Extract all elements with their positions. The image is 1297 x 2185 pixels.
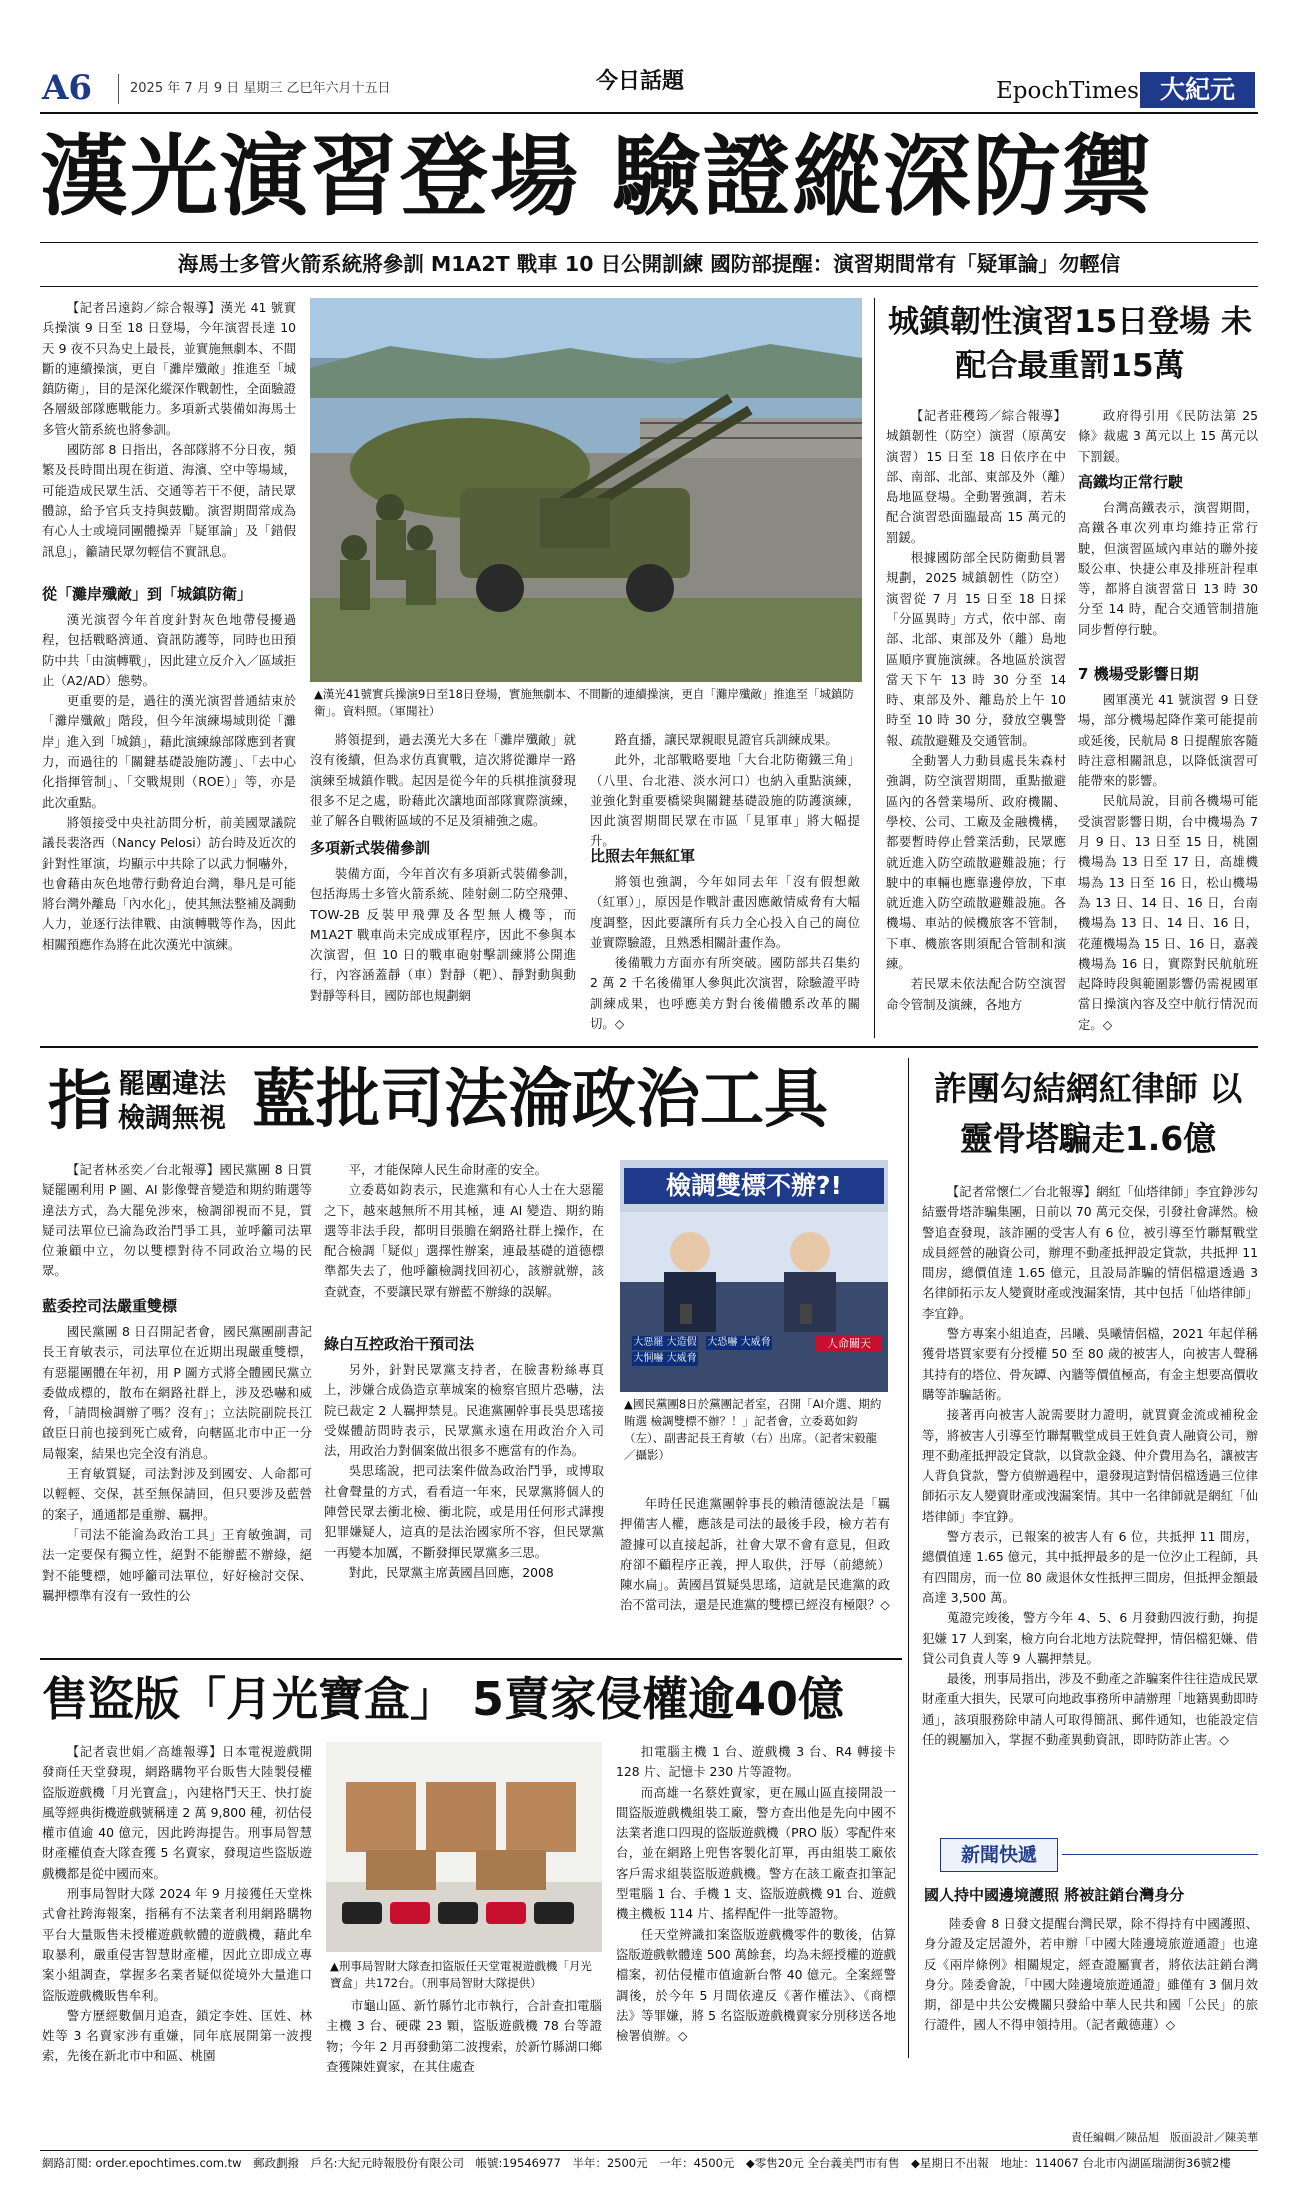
lead-col1-text [42,298,296,576]
paragraph: 【記者袁世娟／高雄報導】日本電視遊戲開發商任天堂發現，網路購物平台販售大陸製侵權盜版遊戲機「月光寶盒」，內建格鬥天王、快打旋風等經典街機遊戲號稱達 2 萬 9,800 種，初估侵權市值逾 40 億元，因此跨海提告。刑事局智慧財產權偵查大隊查獲 5 名賣家，發現這些盜版遊戲機都是從中國而來。 [42,1744,312,1881]
press-conference-photo [620,1160,888,1392]
paragraph: 將領接受中央社訪問分析，前美國眾議院議長裴洛西（Nancy Pelosi）訪台時及近次的針對性軍演，均顯示中共除了以武力恫嚇外，也會藉由灰色地帶行動脅迫台灣，舉凡是可能將台灣外離島「內水化」，使其無法整補及調動人力，並逐行法律戰、由演轉戰等作為，因此相關預應作為將在此次漢光中演練。 [42,814,297,952]
paragraph: 台灣高鐵表示，演習期間，高鐵各車次列車均維持正常行駛，但演習區域內車站的聯外接駁公車、快捷公車及排班計程車等，都將自演習當日 13 時 30 分至 14 時，配合交通管制措施同步暫停行駛。 [1078,500,1258,637]
side1-subheading-2: 7 機場受影響日期 [1078,665,1199,683]
paragraph: 接著再向被害人說需要財力證明，就買賣金流或補稅金等，將被害人引導至竹聯幫戰堂成員王姓負責人融資公司，辦理不動產抵押設定貸款，以貸款金錢、仲介費用為名，讓被害人背負貸款，警方偵辦過程中，還發現這對情侶檔透過三位律師拓示友人變賣財產或洩漏案情。其中一名律師就是網紅「仙塔律師」李宜錚。 [922,1407,1258,1524]
paragraph: 裝備方面，今年首次有多項新式裝備參訓，包括海馬士多管火箭系統、陸射劍二防空飛彈、TOW-2B 反裝甲飛彈及各型無人機等，而 M1A2T 戰車尚未完成成軍程序，因此不參與本次演習，但 10 日的戰車砲射擊訓練將公開進行，內容涵蓋靜（車）對靜（靶）、靜對動與動對靜等科目，國防部也規劃網 [310,866,576,1003]
section-rule [40,1658,902,1660]
paragraph: 將領也強調，今年如同去年「沒有假想敵（紅軍）」，原因是作戰計畫因應敵情威脅有大幅度調整，因此要讓所有兵力全心投入自己的崗位並實際驗證，且熟悉相關計畫作為。 [590,874,860,950]
side1-subheading-1: 高鐵均正常行駛 [1078,473,1184,491]
paragraph: 平，才能保障人民生命財產的安全。 [348,1162,548,1177]
paragraph: 立委葛如鈞表示，民進黨和有心人士在大惡罷之下，越來越無所不用其極，連 AI 變造、期約賄選等非法手段，都明目張膽在網路社群上操作，在配合檢調「疑似」選擇性辦案，連最基礎的道德標準都失去了，他呼籲檢調找回初心，該辦就辦，該查就查，不要讓民眾有辦藍不辦綠的誤解。 [324,1182,604,1299]
photo-banner-2: 大恫嚇 大威脅 [633,1353,697,1364]
section-title: 今日話題 [596,68,685,94]
subhead-rule-top [40,242,1258,243]
judicial-headline: 藍批司法淪政治工具 [252,1063,828,1137]
page-number: A6 [42,68,93,108]
paragraph: 對此，民眾黨主席黃國昌回應，2008 [348,1564,554,1580]
photo-banner-3: 人命關天 [816,1336,882,1352]
judicial-col2b-text [324,1360,604,1652]
paragraph: 國防部 8 日指出，各部隊將不分日夜，頻繁及長時間出現在街道、海濱、空中等場域，可能造成民眾生活、交通等若干不便，請民眾體諒，給予官兵支持與鼓勵。演習期間常成為有心人士或境同團體操弄「疑軍論」及「錯假訊息」，籲請民眾勿輕信不實訊息。 [42,442,296,559]
paragraph: 此外，北部戰略要地「大台北防衛鐵三角」（八里、台北港、淡水河口）也納入重點演練，並強化對重要橋梁與關鍵基礎設施的防護演練，因此演習期間民眾在市區「見軍車」將大幅提升。 [590,752,860,849]
paragraph: 市龜山區、新竹縣竹北市執行，合計查扣電腦主機 3 台、硬碟 23 顆，盜版遊戲機 78 台等證物；今年 2 月再發動第二波搜索，於新竹縣湖口鄉查獲陳姓賣家，在其住處查 [326,1998,602,2074]
seized-consoles-photo [326,1742,602,1952]
footer-rule [40,2150,1258,2151]
judicial-kicker-1: 罷團違法 [118,1069,226,1100]
consoles-illustration [326,1742,602,1952]
paragraph: 【記者莊穫筠／綜合報導】城鎮韌性（防空）演習（原萬安演習）15 日至 18 日依序在中部、南部、北部、東部及外（離）島地區登場。全動署強調，若未配合演習恐面臨最高 15 萬元的罰鍰。 [886,408,1066,545]
lead-subheading-3: 比照去年無紅軍 [590,847,696,865]
lead-col3b-text [590,872,860,1034]
anti-aircraft-gun-illustration [310,298,862,682]
paragraph: 警方歷經數個月追查，鎖定李姓、匡姓、林姓等 3 名賣家涉有重嫌，同年底展開第一波搜索，先後在新北市中和區、桃園 [42,2007,312,2064]
brief-headline: 國人持中國邊境護照 將被註銷台灣身分 [924,1886,1185,1904]
photo-banner-1: 大惡罷 大造假 [633,1337,697,1348]
paragraph: 而高雄一名蔡姓賣家，更在鳳山區直接開設一間盜版遊戲機組裝工廠，警方查出他是先向中國不法業者進口四現的盜版遊戲機（PRO 版）零配件來台，並在網路上兜售客製化訂單，再由組裝工廠依客戶需求組裝盜版遊戲機。警方在該工廠查扣筆記型電腦 1 台、手機 1 支、盜版遊戲機 91 台、遊戲機主機板 114 片、搖桿配件一批等證物。 [616,1784,896,1922]
military-photo [310,298,862,682]
paragraph: 蒐證完竣後，警方今年 4、5、6 月發動四波行動，拘提犯嫌 17 人到案，檢方向台北地方法院聲押，情侶檔犯嫌、借貸公司負責人等 9 人羈押禁見。 [922,1610,1258,1666]
judicial-subheading-1: 藍委控司法嚴重雙標 [42,1297,178,1315]
side1-col2-text [1078,406,1258,466]
judicial-subheading-2: 綠白互控政治干預司法 [324,1335,475,1353]
lead-subhead: 海馬士多管火箭系統將參訓 M1A2T 戰車 10 日公開訓練 國防部提醒：演習期間常有「疑軍論」勿輕信 [177,252,1121,276]
paragraph: 更重要的是，過往的漢光演習普通結束於「灘岸殲敵」階段，但今年演練場域則從「灘岸」進入到「城鎮」，藉此演練線部隊應到者實力，而過往的「關鍵基礎設施防護」、「去中心化指揮管制」、「交戰規則（ROE）」等，亦是此次重點。 [42,693,297,810]
masthead-divider [118,74,119,104]
side1-headline: 城鎮韌性演習15日登場 未配合最重罰15萬 [888,304,1252,384]
fraud-headline: 詐團勾結網紅律師 以靈骨塔騙走1.6億 [933,1069,1243,1158]
brief-text [924,1914,1258,2056]
paragraph: 扣電腦主機 1 台、遊戲機 3 台、R4 轉接卡 128 片、記憶卡 230 片等證物。 [616,1744,896,1780]
paragraph: 政府得引用《民防法第 25 條》裁處 3 萬元以上 15 萬元以下罰鍰。 [1078,408,1258,464]
piracy-col3-text [616,1742,896,2060]
fraud-text [922,1182,1258,1748]
paragraph: 【記者林丞奕／台北報導】國民黨團 8 日質疑罷團利用 P 圖、AI 影像聲音變造和期約賄選等違法方式，為大罷免涉來，檢調卻視而不見，質疑司法單位已淪為政治鬥爭工具，並呼籲司法單位兼顧中立，勿以雙標對待不同政治立場的民眾。 [42,1162,312,1279]
paragraph: 最後，刑事局指出，涉及不動產之詐騙案件往往造成民眾財產重大損失，民眾可向地政事務所申請辦理「地籍異動即時通」，該項服務除申請人可取得簡訊、郵件通知，也能設定信任的親屬加入，掌握不動產異動資訊，即時防詐止害。◇ [922,1671,1258,1748]
judicial-big-char: 指 [48,1065,112,1139]
paragraph: 後備戰力方面亦有所突破。國防部共召集約 2 萬 2 千名後備軍人參與此次演習，除驗證平時訓練成果，也呼應美方對台後備體系改革的關切。◇ [590,955,860,1032]
brief-rule [1062,1854,1258,1855]
brand-en: EpochTimes [996,78,1139,104]
military-photo-caption: ▲漢光41號實兵操演9日至18日登場，實施無劇本、不間斷的連續操演，更自「灘岸殲敵」推進至「城鎮防衛」。資料照。（軍聞社） [310,684,862,722]
paragraph: 全動署人力動員處長朱森村強調，防空演習期間，重點撤避區內的各營業場所、政府機關、學校、公司、工廠及金融機構，都要暫時停止營業活動，民眾應就近進入防空疏散避難設施；行駛中的車輛也應靠邊停放，下車就近進入防空疏散避難設施。各機場、車站的候機旅客不管制，下車、機旅客則須配合管制和演練。 [886,753,1066,972]
paragraph: 警方專案小組追查，呂曦、吳曦情侶檔，2021 年起佯稱獲骨塔買家要有分授權 50 至 80 歲的被害人，向被害人聲稱其持有的塔位、骨灰罈、內牆等價值極高，有金主想要高價收購等詐騙話術。 [922,1326,1258,1402]
column-divider [908,1058,909,2058]
paragraph: 任天堂辨識扣案盜版遊戲機零件的數後，估算盜版遊戲軟體達 500 萬餘套，均為未經授權的遊戲檔案，初估侵權市值逾新台幣 40 億元。全案經警調後，於今年 5 月間依違反《著作權法》、《商標法》等罪嫌，將 5 名盜版遊戲機賣家分別移送各地檢署偵辦。◇ [616,1926,896,2044]
side1-col2b-text [1078,498,1258,660]
paragraph: 【記者呂遠鈞／綜合報導】漢光 41 號實兵操演 9 日至 18 日登場，今年演習長達 10 天 9 夜不只為史上最長，並實施無劇本、不間斷的連續操演，更自「灘岸殲敵」推進至「城鎮防衛」，目的是深化縱深作戰韌性，全面驗證各層級部隊應戰能力。多項新式裝備如海馬士多管火箭系統也將參訓。 [42,300,297,437]
side1-col2c-text [1078,690,1258,1036]
footer-info: 網路訂閱: order.epochtimes.com.tw 郵政劃撥 戶名:大紀元時報股份有限公司 帳號:19546977 半年：2500元 一年：4500元 ◆零售20元 全台義美門市有售 ◆星期日不出報 地址：114067 台北市內湖區瑞湖街36號2樓 [42,2156,1231,2170]
judicial-col1b-text [42,1322,312,1652]
lead-col2-text [310,730,576,830]
paragraph: 【記者常懷仁／台北報導】網紅「仙塔律師」李宜錚涉勾結靈骨塔詐騙集團，日前以 70 萬元交保，引發社會譁然。檢警追查發現，該詐團的受害人有 6 位，被引導至竹聯幫戰堂成員經營的融資公司，辦理不動產抵押設定貸款，共抵押 11 間房，總價值達 1.65 億元，且設局詐騙的情侶檔還透過 3 名律師拓示友人變賣財產或洩漏案情，其中包括「仙塔律師」李宜錚。 [922,1184,1258,1321]
paragraph: 若民眾未依法配合防空演習命令管制及演練，各地方 [886,976,1066,1012]
lead-col1b-text [42,610,296,1030]
section-rule [40,1046,1258,1048]
photo-banner-4: 大恐嚇 大威脅 [707,1337,771,1348]
subhead-rule-bottom [40,286,1258,287]
paragraph: 吳思瑤說，把司法案件做為政治鬥爭，或博取社會聲量的方式，看看這一年來，民眾黨將個人的陣營民眾去衝北檢、衝北院，或是用任何形式譁搜犯罪嫌疑人，這真的是法治國家所不容，但民眾黨一再變本加厲，不斷發揮民眾黨多三思。 [324,1463,604,1560]
paragraph: 根據國防部全民防衛動員署規劃，2025 城鎮韌性（防空）演習從 7 月 15 日至 18 日採「分區異時」方式，依中部、南部、北部、東部及外（離）島地區順序實施演練。各地區於演習當天下午 13 時 30 分至 14 時、東部及外、離島於上午 10 時至 10 時 30 分，發放空襲警報、疏散避難及交通管制。 [886,550,1066,748]
paragraph: 「司法不能淪為政治工具」王育敏強調，司法一定要保有獨立性，絕對不能辦藍不辦綠，絕對不能雙標，她呼籲司法單位，好好檢討交保、羈押標準有沒有一致性的公 [42,1526,312,1603]
paragraph: 民航局說，目前各機場可能受演習影響日期，台中機場為 7 月 9 日、13 日至 15 日，桃園機場為 13 日至 17 日，高雄機場為 13 日至 16 日，松山機場為 13 日、14 日、16 日，台南機場為 13 日、14 日、16 日，花蓮機場為 15 日、16 日，嘉義機場為 16 日，實際對民航航班起降時段與範圍影響仍需視國軍當日操演內容及空中航行情況而定。◇ [1078,793,1258,1032]
news-brief-tag: 新聞快遞 [940,1838,1058,1872]
judicial-col1-text [42,1160,312,1290]
paragraph: 陸委會 8 日發文提醒台灣民眾，除不得持有中國護照、身分證及定居證外，若申辦「中國大陸邊境旅遊通證」也違反《兩岸條例》相關規定，經查證屬實者，將依法註銷台灣身分。陸委會說，「中國大陸邊境旅遊通證」雖僅有 3 個月效期，卻是中共公安機關只發給中華人民共和國「公民」的旅行證件，國人不得申領持用。（記者戴德蓮）◇ [924,1916,1258,2033]
paragraph: 王育敏質疑，司法對涉及到國安、人命都可以輕輕、交保，甚至無保請回，但只要涉及藍營的案子，通通都是重辦、羈押。 [42,1466,312,1522]
paragraph: 路直播，讓民眾親眼見證官兵訓練成果。 [614,732,838,747]
lead-subheading-2: 多項新式裝備參訓 [310,839,431,857]
photo-backdrop-title: 檢調雙標不辦?! [624,1168,884,1204]
judicial-col2-text [324,1160,604,1328]
seized-consoles-caption: ▲刑事局智財大隊查扣盜版任天堂電視遊戲機「月光寶盒」共172台。（刑事局智財大隊提供） [326,1956,602,1994]
issue-date: 2025 年 7 月 9 日 星期三 乙巳年六月十五日 [130,81,391,96]
paragraph: 警方表示，已報案的被害人有 6 位，共抵押 11 間房，總價值達 1.65 億元，其中抵押最多的是一位汐止工程師，具有四間房，而一位 80 歲退休女性抵押三間房，但抵押金額最高達 3,500 萬。 [922,1529,1258,1605]
brand-logo: 大紀元 [1140,72,1255,108]
press-conference-caption: ▲國民黨團8日於黨團記者室，召開「AI介選、期約賄選 檢調雙標不辦？！」記者會，立委葛如鈞（左）、副書記長王育敏（右）出席。（記者宋毅龍／攝影） [620,1394,890,1466]
paragraph: 國民黨團 8 日召開記者會，國民黨團副書記長王育敏表示，司法單位在近期出現嚴重雙標，有惡罷團體在年初，用 P 圖方式將全體國民黨立委做成標的，散布在網路社群上，涉及恐嚇和威脅，「請問檢調辦了嗎？沒有」；立法院副院長江啟臣日前也接到死亡威脅，向轄區北市中正一分局報案，結果也完全沒有消息。 [42,1324,312,1461]
editor-credits: 責任編輯／陳品旭 版面設計／陳美華 [1071,2131,1258,2144]
side1-col1-text [886,406,1066,1036]
piracy-col2-text [326,1996,602,2074]
masthead-rule [40,112,1258,114]
paragraph: 漢光演習今年首度針對灰色地帶侵擾過程，包括戰略濟通、資訊防護等，同時也田預防中共「由演轉戰」，因此建立反介入／區域拒止（A2/AD）態勢。 [42,612,297,688]
piracy-col1-text [42,1742,312,2064]
paragraph: 將領提到，過去漢光大多在「灘岸殲敵」就沒有後續，但為求仿真實戰，這次將從灘岸一路演練至城鎮作戰。起因是從今年的兵棋推演發現很多不足之處，盼藉此次讓地面部隊實際演練，並了解各自戰術區域的不足及須補強之處。 [310,732,576,829]
lead-subheading-1: 從「灘岸殲敵」到「城鎮防衛」 [42,585,253,603]
paragraph: 刑事局智財大隊 2024 年 9 月接獲任天堂株式會社跨海報案，指稱有不法業者利用網路購物平台大量販售未授權遊戲軟體的遊戲機，藉此牟取暴利，嚴重侵害智慧財產權，因此立即成立專案小組調查，掌握多名業者疑似從境外大量進口盜版遊戲機販售牟利。 [42,1886,312,2003]
paragraph: 國軍漢光 41 號演習 9 日登場，部分機場起降作業可能提前或延後，民航局 8 日提醒旅客隨時注意相關訊息，以降低演習可能帶來的影響。 [1078,692,1258,789]
lead-col3-text [590,730,860,849]
piracy-headline: 售盜版「月光寶盒」 5賣家侵權逾40億 [42,1672,845,1726]
judicial-col3-text [620,1494,890,1652]
judicial-kicker-2: 檢調無視 [118,1103,226,1134]
lead-col2b-text [310,864,576,1034]
paragraph: 年時任民進黨團幹事長的賴清德說法是「羈押備害人權，應該是司法的最後手段，檢方若有證據可以直接起訴，社會大眾不會有意見，但政府卻不顧程序正義，押人取供，汙辱（前總統）陳水扁」。黃國昌質疑吳思瑤，這就是民進黨的政治不當司法，還是民進黨的雙標已經沒有極限？◇ [620,1496,890,1613]
lead-headline: 漢光演習登場 驗證縱深防禦 [40,125,1153,228]
column-divider [874,298,875,1038]
paragraph: 另外，針對民眾黨支持者，在臉書粉絲專頁上，涉嫌合成偽造京華城案的檢察官照片恐嚇，法院已裁定 2 人羈押禁見。民進黨團幹事長吳思瑤接受媒體訪問時表示，民眾黨永遠在用政治介入司法，用政治力對個案做出很多不應當有的作為。 [324,1362,604,1459]
